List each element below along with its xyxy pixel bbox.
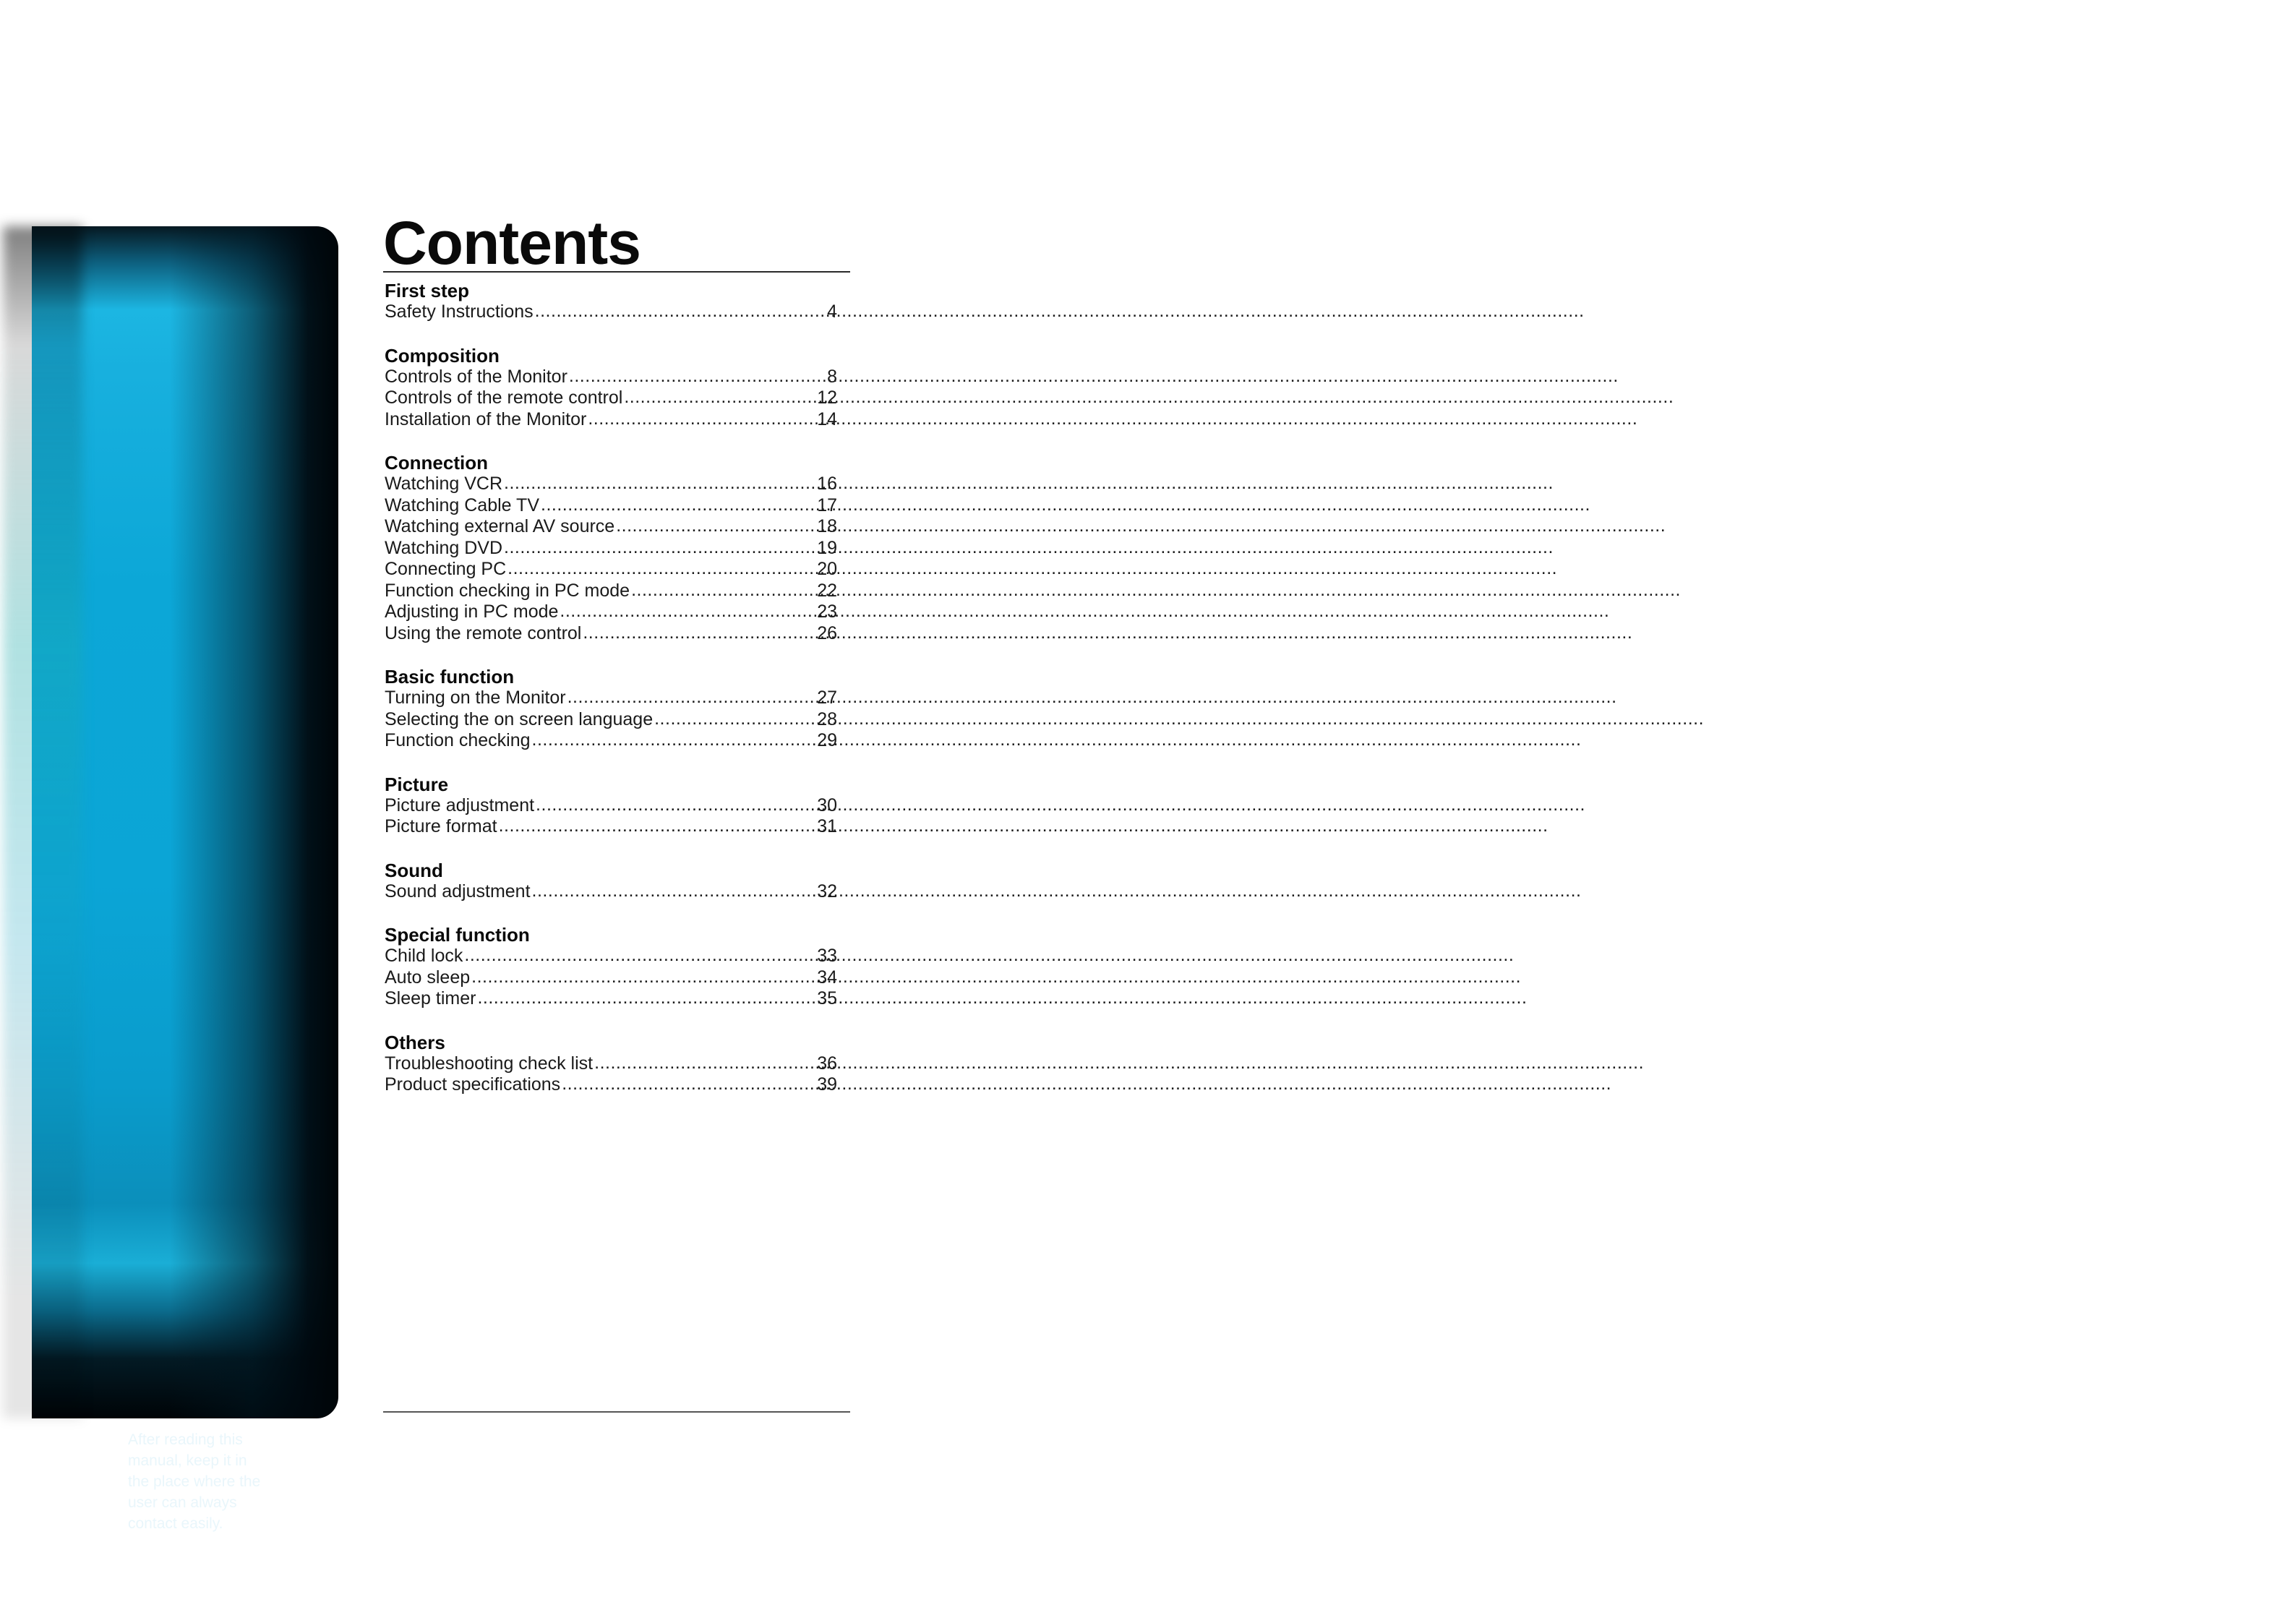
toc-entry[interactable]: [385, 881, 837, 903]
toc-entry[interactable]: [385, 816, 837, 838]
dot-leader: [477, 990, 816, 1004]
toc-entry-page-number: 39: [817, 1074, 837, 1095]
toc-entry-page-number: 29: [817, 730, 837, 750]
toc-entry-page-number: 27: [817, 688, 837, 708]
decorative-side-panel: [32, 226, 338, 1532]
page-title: Contents: [383, 209, 641, 277]
toc-entry-page-number: 23: [817, 601, 837, 622]
dot-leader: [532, 732, 817, 746]
toc-entry-label: Watching DVD: [385, 537, 503, 558]
toc-entry-page-number: 36: [817, 1053, 837, 1074]
dot-leader: [541, 497, 816, 511]
toc-entry[interactable]: [385, 730, 837, 752]
toc-entry-page-number: 12: [817, 387, 837, 408]
toc-entry-page-number: 22: [817, 580, 837, 601]
dot-leader: [536, 797, 816, 811]
toc-entry-page-number: 16: [817, 474, 837, 494]
toc-entry[interactable]: [385, 581, 837, 602]
toc-section-heading: Picture: [385, 773, 449, 795]
toc-entry-label: Function checking in PC mode: [385, 580, 630, 601]
dot-leader: [562, 1076, 816, 1090]
dot-leader: [616, 518, 816, 532]
toc-entry[interactable]: [385, 623, 837, 645]
toc-entry-page-number: 4: [827, 301, 837, 322]
toc-entry-page-number: 26: [817, 622, 837, 643]
toc-entry-label: Connecting PC: [385, 559, 507, 579]
toc-section-heading: Basic function: [385, 666, 515, 688]
toc-entry-label: Sound adjustment: [385, 881, 531, 902]
toc-entry-label: Watching VCR: [385, 474, 503, 494]
dot-leader: [654, 711, 816, 725]
toc-entry[interactable]: [385, 1074, 837, 1096]
dot-leader: [569, 368, 826, 382]
side-note: After reading this manual, keep it in the place where the user can always contact easily.: [128, 1431, 261, 1532]
toc-entry-page-number: 35: [817, 988, 837, 1009]
toc-section-heading: Others: [385, 1031, 445, 1053]
dot-leader: [560, 603, 816, 617]
toc-section-heading: Special function: [385, 924, 530, 946]
dot-leader: [464, 947, 816, 962]
dot-leader: [624, 389, 816, 403]
toc-entry[interactable]: [385, 538, 837, 560]
toc-section-heading: First step: [385, 280, 470, 301]
toc-entry-label: Picture format: [385, 816, 497, 836]
toc-entry-label: Watching external AV source: [385, 516, 615, 536]
dot-leader: [567, 689, 817, 703]
toc-section-heading: Connection: [385, 452, 488, 474]
dot-leader: [507, 560, 816, 575]
toc-entry[interactable]: [385, 409, 837, 431]
dot-leader: [504, 539, 816, 554]
toc-entry[interactable]: [385, 474, 837, 495]
toc-entry[interactable]: [385, 516, 837, 538]
dot-leader: [588, 411, 816, 425]
table-of-contents: [385, 280, 837, 1118]
toc-entry-page-number: 14: [817, 408, 837, 429]
toc-section: [385, 452, 837, 644]
toc-entry-label: Product specifications: [385, 1074, 561, 1095]
dot-leader: [504, 475, 816, 489]
toc-entry[interactable]: [385, 301, 837, 323]
toc-entry-label: Function checking: [385, 730, 531, 750]
bottom-divider: [383, 1411, 850, 1413]
toc-entry-label: Auto sleep: [385, 967, 471, 988]
toc-entry-page-number: 19: [817, 537, 837, 558]
toc-entry-page-number: 8: [827, 366, 837, 387]
title-divider: [383, 271, 850, 273]
dot-leader: [583, 625, 816, 639]
toc-section-heading: Composition: [385, 344, 500, 367]
toc-entry-label: Installation of the Monitor: [385, 408, 587, 429]
toc-section-heading: Sound: [385, 859, 443, 881]
toc-entry-label: Sleep timer: [385, 988, 476, 1009]
toc-entry[interactable]: [385, 559, 837, 581]
toc-section: [385, 666, 837, 752]
toc-entry-page-number: 17: [817, 494, 837, 515]
toc-entry-page-number: 33: [817, 946, 837, 966]
toc-entry[interactable]: [385, 495, 837, 517]
toc-section: [385, 1032, 837, 1096]
toc-entry-label: Watching Cable TV: [385, 494, 539, 515]
toc-entry-label: Picture adjustment: [385, 795, 535, 815]
toc-entry-label: Controls of the Monitor: [385, 366, 567, 387]
toc-entry[interactable]: [385, 988, 837, 1010]
dot-leader: [594, 1055, 816, 1069]
toc-entry-label: Child lock: [385, 946, 463, 966]
toc-entry-page-number: 32: [817, 881, 837, 902]
toc-entry[interactable]: [385, 795, 837, 817]
toc-entry[interactable]: [385, 688, 837, 709]
toc-entry-label: Selecting the on screen language: [385, 708, 654, 729]
toc-section: [385, 774, 837, 838]
dot-leader: [631, 582, 816, 596]
toc-entry-page-number: 30: [817, 795, 837, 815]
toc-entry-page-number: 20: [817, 559, 837, 579]
toc-entry-page-number: 34: [817, 967, 837, 988]
toc-entry-label: Troubleshooting check list: [385, 1053, 594, 1074]
toc-entry[interactable]: [385, 709, 837, 731]
toc-entry[interactable]: [385, 601, 837, 623]
toc-entry-label: Using the remote control: [385, 622, 582, 643]
toc-entry-page-number: 28: [817, 708, 837, 729]
toc-entry-label: Safety Instructions: [385, 301, 534, 322]
toc-entry-label: Turning on the Monitor: [385, 688, 566, 708]
dot-leader: [499, 818, 817, 832]
toc-entry-page-number: 31: [817, 816, 837, 836]
toc-section: [385, 345, 837, 431]
toc-entry[interactable]: [385, 946, 837, 967]
toc-entry-label: Controls of the remote control: [385, 387, 623, 408]
toc-section: [385, 280, 837, 323]
toc-entry[interactable]: [385, 1053, 837, 1075]
toc-entry[interactable]: [385, 367, 837, 388]
dot-leader: [535, 303, 826, 317]
toc-entry[interactable]: [385, 967, 837, 989]
toc-section: [385, 924, 837, 1010]
dot-leader: [532, 883, 817, 897]
dot-leader: [471, 969, 816, 983]
toc-section: [385, 860, 837, 903]
toc-entry[interactable]: [385, 387, 837, 409]
toc-entry-page-number: 18: [817, 516, 837, 536]
toc-entry-label: Adjusting in PC mode: [385, 601, 559, 622]
